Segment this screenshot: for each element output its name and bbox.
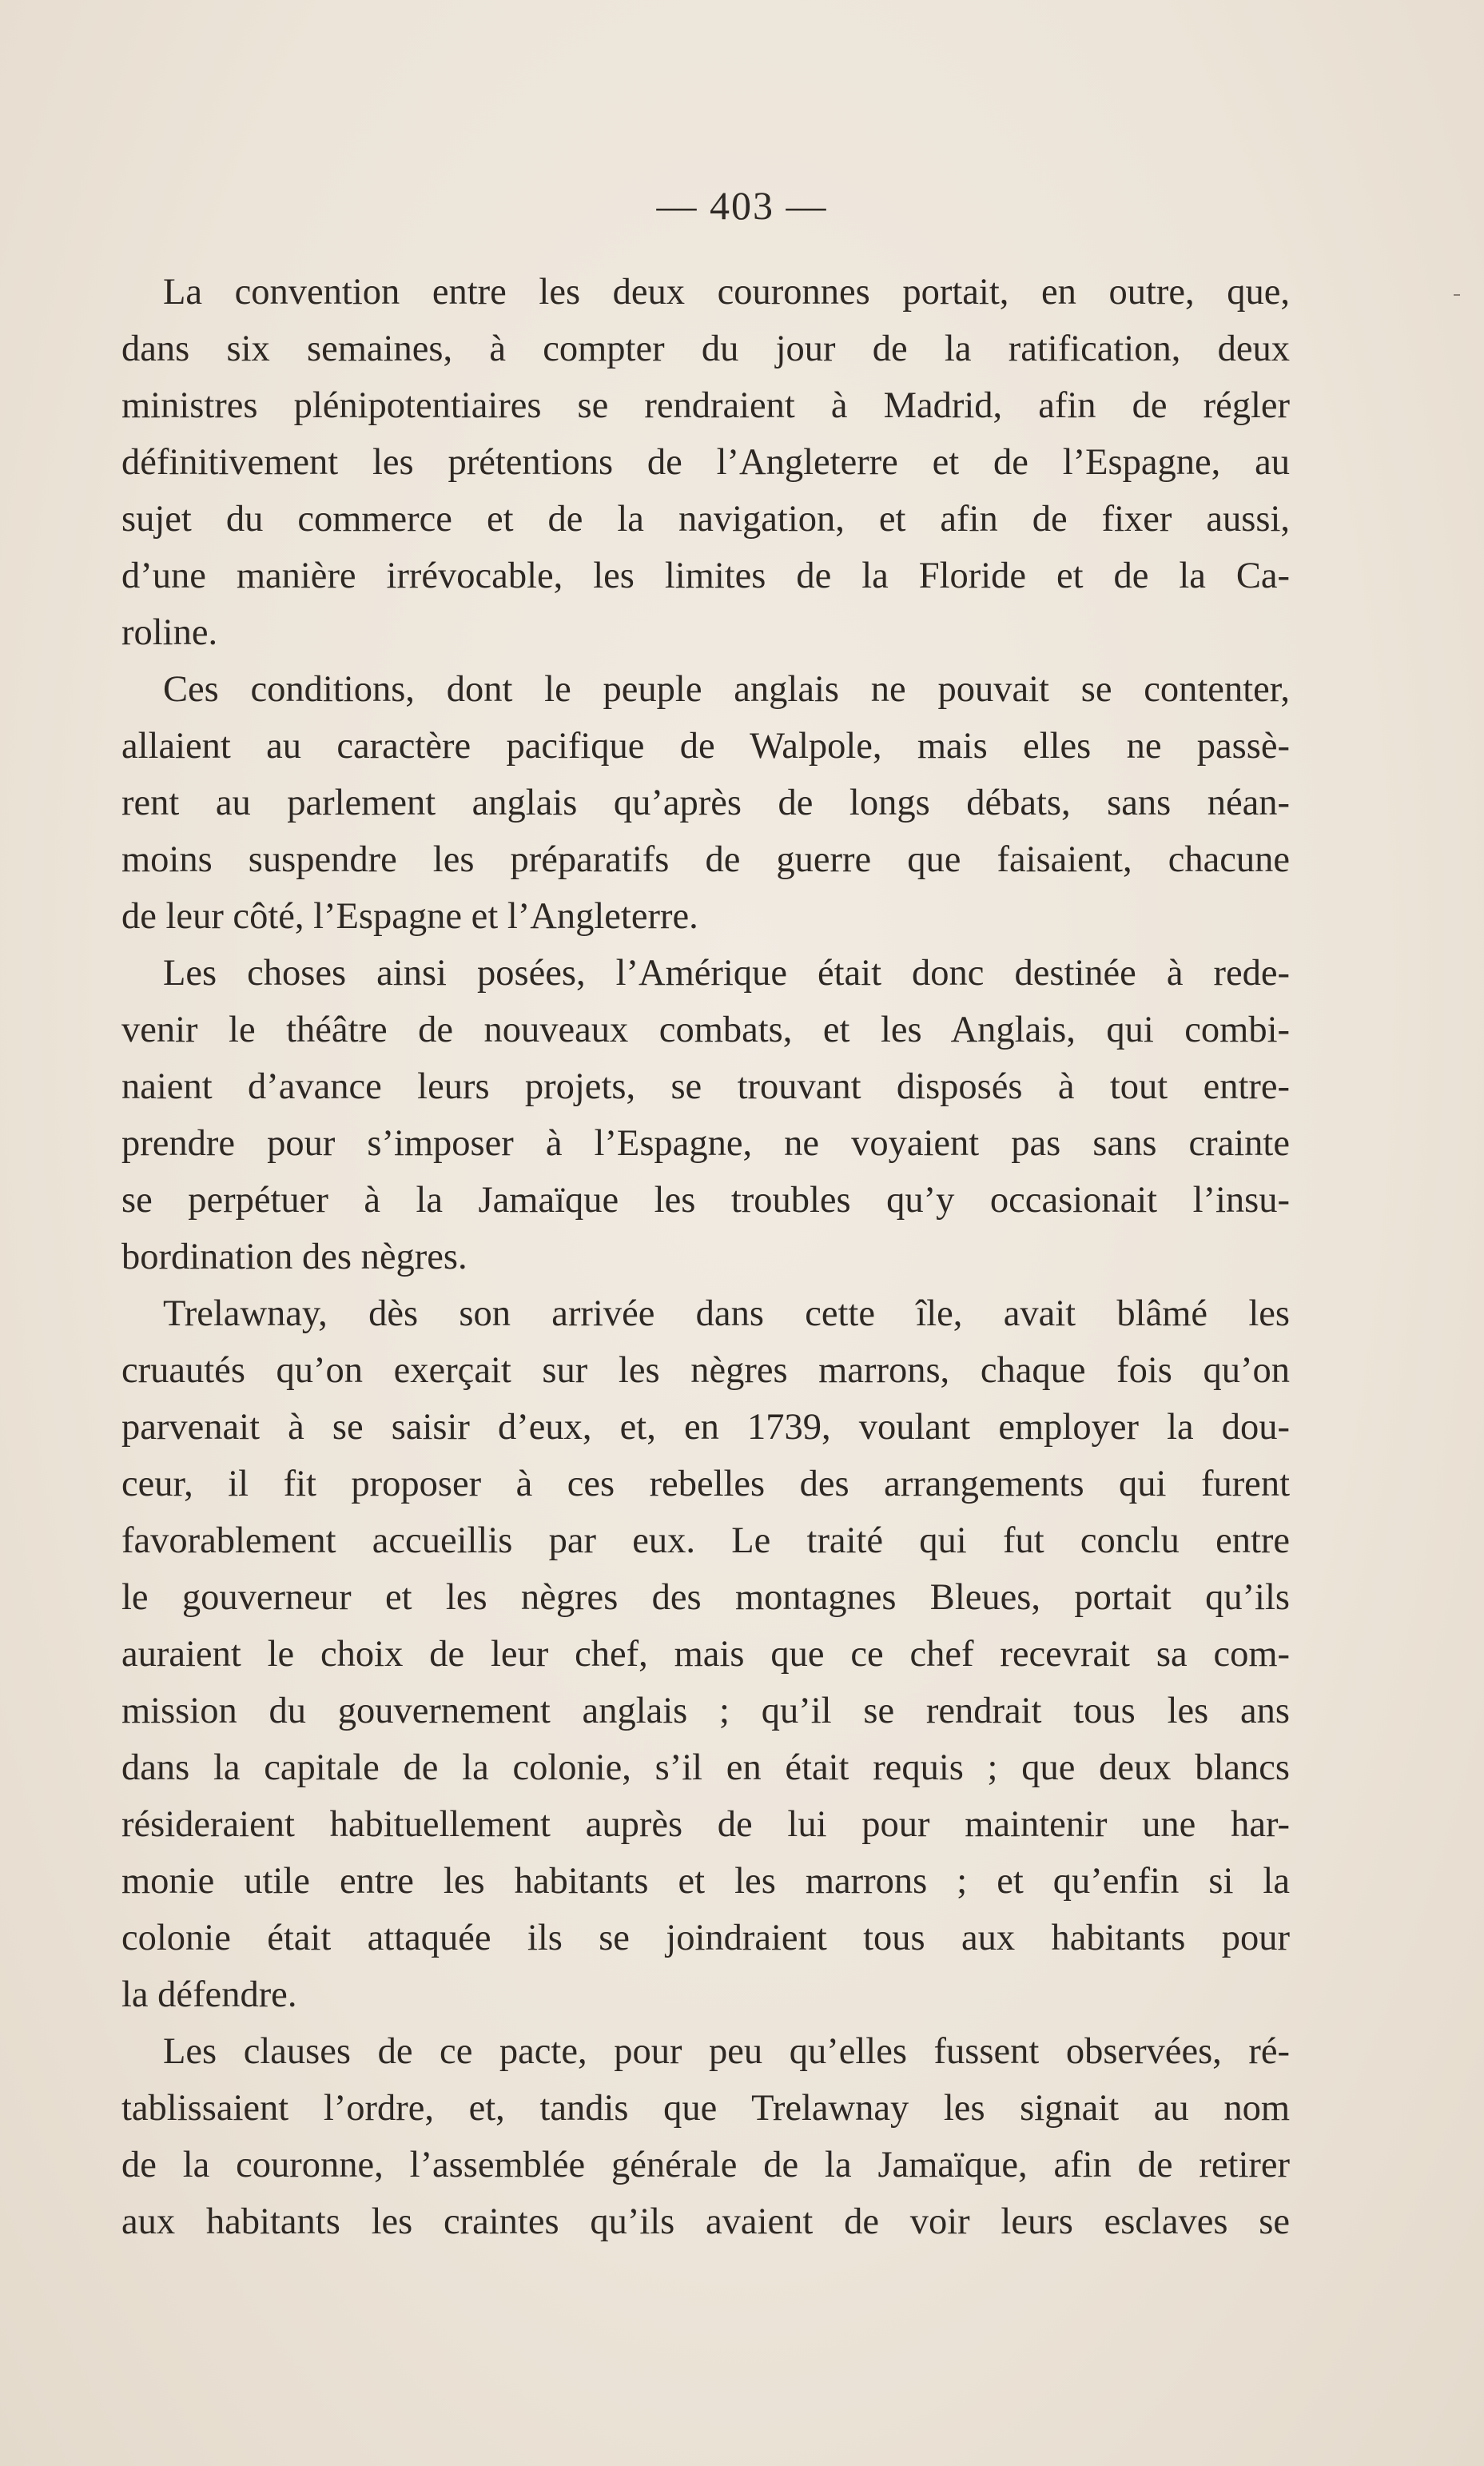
text-line: favorablement accueillis par eux. Le traité qui fut conclu entre [121, 1520, 1290, 1561]
page-number: — 403 — [656, 183, 828, 228]
text-line: ceur, il fit proposer à ces rebelles des arrangements qui furent [121, 1464, 1290, 1504]
paragraph [121, 661, 1290, 945]
text-line: rent au parlement anglais qu’après de longs débats, sans néan- [121, 783, 1290, 823]
text-line: le gouverneur et les nègres des montagnes Bleues, portait qu’ils [121, 1577, 1290, 1618]
text-line: venir le théâtre de nouveaux combats, et les Anglais, qui combi- [121, 1010, 1290, 1050]
text-line: aux habitants les craintes qu’ils avaient de voir leurs esclaves se [121, 2201, 1290, 2242]
text-line: se perpétuer à la Jamaïque les troubles qu’y occasionait l’insu- [121, 1180, 1290, 1221]
text-line: Trelawnay, dès son arrivée dans cette île, avait blâmé les [163, 1293, 1290, 1334]
text-line: Les clauses de ce pacte, pour peu qu’elles fussent observées, ré- [163, 2031, 1290, 2072]
text-line: d’une manière irrévocable, les limites de la Floride et de la Ca- [121, 556, 1290, 596]
text-line: Ces conditions, dont le peuple anglais ne pouvait se contenter, [163, 669, 1290, 710]
text-line: roline. [121, 612, 218, 653]
text-line: la défendre. [121, 1974, 297, 2015]
text-line: moins suspendre les préparatifs de guerre que faisaient, chacune [121, 839, 1290, 880]
text-line: dans la capitale de la colonie, s’il en était requis ; que deux blancs [121, 1747, 1290, 1788]
text-line: tablissaient l’ordre, et, tandis que Trelawnay les signait au nom [121, 2088, 1290, 2129]
text-line: de la couronne, l’assemblée générale de la Jamaïque, afin de retirer [121, 2145, 1290, 2185]
text-line: prendre pour s’imposer à l’Espagne, ne voyaient pas sans crainte [121, 1123, 1290, 1164]
text-line: auraient le choix de leur chef, mais que ce chef recevrait sa com- [121, 1634, 1290, 1675]
text-line: dans six semaines, à compter du jour de la ratification, deux [121, 329, 1290, 369]
paragraph [121, 2023, 1290, 2250]
text-line: mission du gouvernement anglais ; qu’il se rendrait tous les ans [121, 1691, 1290, 1731]
paragraph [121, 945, 1290, 1285]
text-line: La convention entre les deux couronnes portait, en outre, que, [163, 272, 1290, 313]
text-line: cruautés qu’on exerçait sur les nègres marrons, chaque fois qu’on [121, 1350, 1290, 1391]
text-line: de leur côté, l’Espagne et l’Angleterre. [121, 896, 698, 937]
text-line: monie utile entre les habitants et les marrons ; et qu’enfin si la [121, 1861, 1290, 1902]
text-line: sujet du commerce et de la navigation, et afin de fixer aussi, [121, 499, 1290, 540]
paragraph [121, 264, 1290, 661]
text-line: parvenait à se saisir d’eux, et, en 1739, voulant employer la dou- [121, 1407, 1290, 1448]
body-text [121, 264, 1290, 2250]
text-line: résideraient habituellement auprès de lui pour maintenir une har- [121, 1804, 1290, 1845]
text-line: définitivement les prétentions de l’Angleterre et de l’Espagne, au [121, 442, 1290, 483]
text-line: naient d’avance leurs projets, se trouvant disposés à tout entre- [121, 1066, 1290, 1107]
text-line: colonie était attaquée ils se joindraient tous aux habitants pour [121, 1918, 1290, 1958]
text-line: bordination des nègres. [121, 1237, 467, 1277]
text-line: allaient au caractère pacifique de Walpole, mais elles ne passè- [121, 726, 1290, 767]
text-line: Les choses ainsi posées, l’Amérique était donc destinée à rede- [163, 953, 1290, 994]
margin-mark [1454, 294, 1460, 296]
text-line: ministres plénipotentiaires se rendraient à Madrid, afin de régler [121, 385, 1290, 426]
paragraph [121, 1285, 1290, 2023]
